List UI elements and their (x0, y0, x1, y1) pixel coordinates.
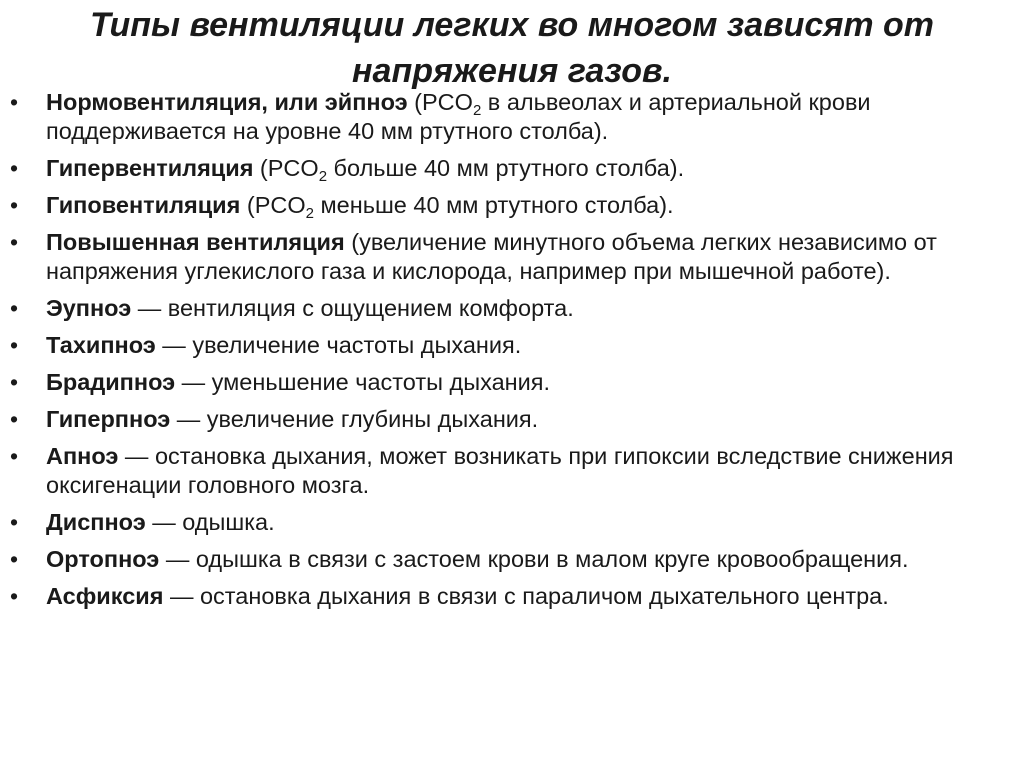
bullet-icon: • (10, 583, 19, 609)
description: — уменьшение частоты дыхания. (175, 369, 551, 395)
bullet-icon: • (10, 332, 19, 358)
list-item-hypoventilation (0, 191, 1000, 220)
term: Эупноэ (46, 295, 132, 321)
description-prefix: (PCO (253, 155, 319, 181)
list-item-hyperpnea (0, 405, 1000, 434)
bullet-icon: • (10, 546, 19, 572)
description: в альвеолах и артериальной крови поддерживается на уровне 40 мм ртутного столба). (46, 89, 871, 144)
description-prefix: (PCO (240, 192, 306, 218)
subscript: 2 (472, 102, 482, 119)
list-item-tachypnea (0, 331, 1000, 360)
list-item-increased-ventilation (0, 228, 1000, 286)
description: — одышка. (145, 509, 275, 535)
description: — одышка в связи с застоем крови в малом круге кровообращения. (159, 546, 909, 572)
bullet-icon: • (10, 229, 19, 255)
subscript: 2 (305, 205, 314, 222)
description: (увеличение минутного объема легких независимо от напряжения углекислого газа и кислорода, например при мышечной работе). (46, 229, 937, 284)
list-item-bradypnea (0, 368, 1000, 397)
list-item-apnea (0, 442, 1000, 500)
term: Асфиксия (46, 583, 164, 609)
slide-title (40, 2, 984, 94)
list-item-dyspnea (0, 508, 1000, 537)
subscript: 2 (318, 168, 328, 185)
term: Апноэ (46, 443, 119, 469)
title-line-1: Типы вентиляции легких во многом зависят от (89, 6, 935, 44)
description: больше 40 мм ртутного столба). (327, 155, 685, 181)
description: — увеличение частоты дыхания. (155, 332, 522, 358)
list-item-orthopnea (0, 545, 1000, 574)
term: Гиперпноэ (46, 406, 171, 432)
bullet-icon: • (10, 155, 19, 181)
description: — вентиляция с ощущением комфорта. (131, 295, 574, 321)
ventilation-types-list (0, 88, 1000, 619)
list-item-normoventilation (0, 88, 1000, 146)
title-line-2: напряжения газов. (352, 52, 672, 90)
bullet-icon: • (10, 443, 19, 469)
description-prefix: (PCO (407, 89, 473, 115)
term: Брадипноэ (46, 369, 176, 395)
bullet-icon: • (10, 89, 19, 115)
bullet-icon: • (10, 369, 19, 395)
bullet-icon: • (10, 406, 19, 432)
term: Повышенная вентиляция (46, 229, 345, 255)
list-item-asphyxia (0, 582, 1000, 611)
bullet-icon: • (10, 509, 19, 535)
bullet-icon: • (10, 295, 19, 321)
term: Диспноэ (46, 509, 146, 535)
term: Гиповентиляция (46, 192, 241, 218)
list-item-hyperventilation (0, 154, 1000, 183)
term: Гипервентиляция (46, 155, 254, 181)
term: Ортопноэ (46, 546, 160, 572)
bullet-icon: • (10, 192, 19, 218)
description: — остановка дыхания в связи с параличом дыхательного центра. (163, 583, 889, 609)
list-item-eupnea (0, 294, 1000, 323)
term: Тахипноэ (46, 332, 156, 358)
description: — увеличение глубины дыхания. (170, 406, 539, 432)
description: меньше 40 мм ртутного столба). (313, 192, 674, 218)
description: — остановка дыхания, может возникать при гипоксии вследствие снижения оксигенации головного мозга. (46, 443, 954, 498)
term: Нормовентиляция, или эйпноэ (46, 89, 408, 115)
